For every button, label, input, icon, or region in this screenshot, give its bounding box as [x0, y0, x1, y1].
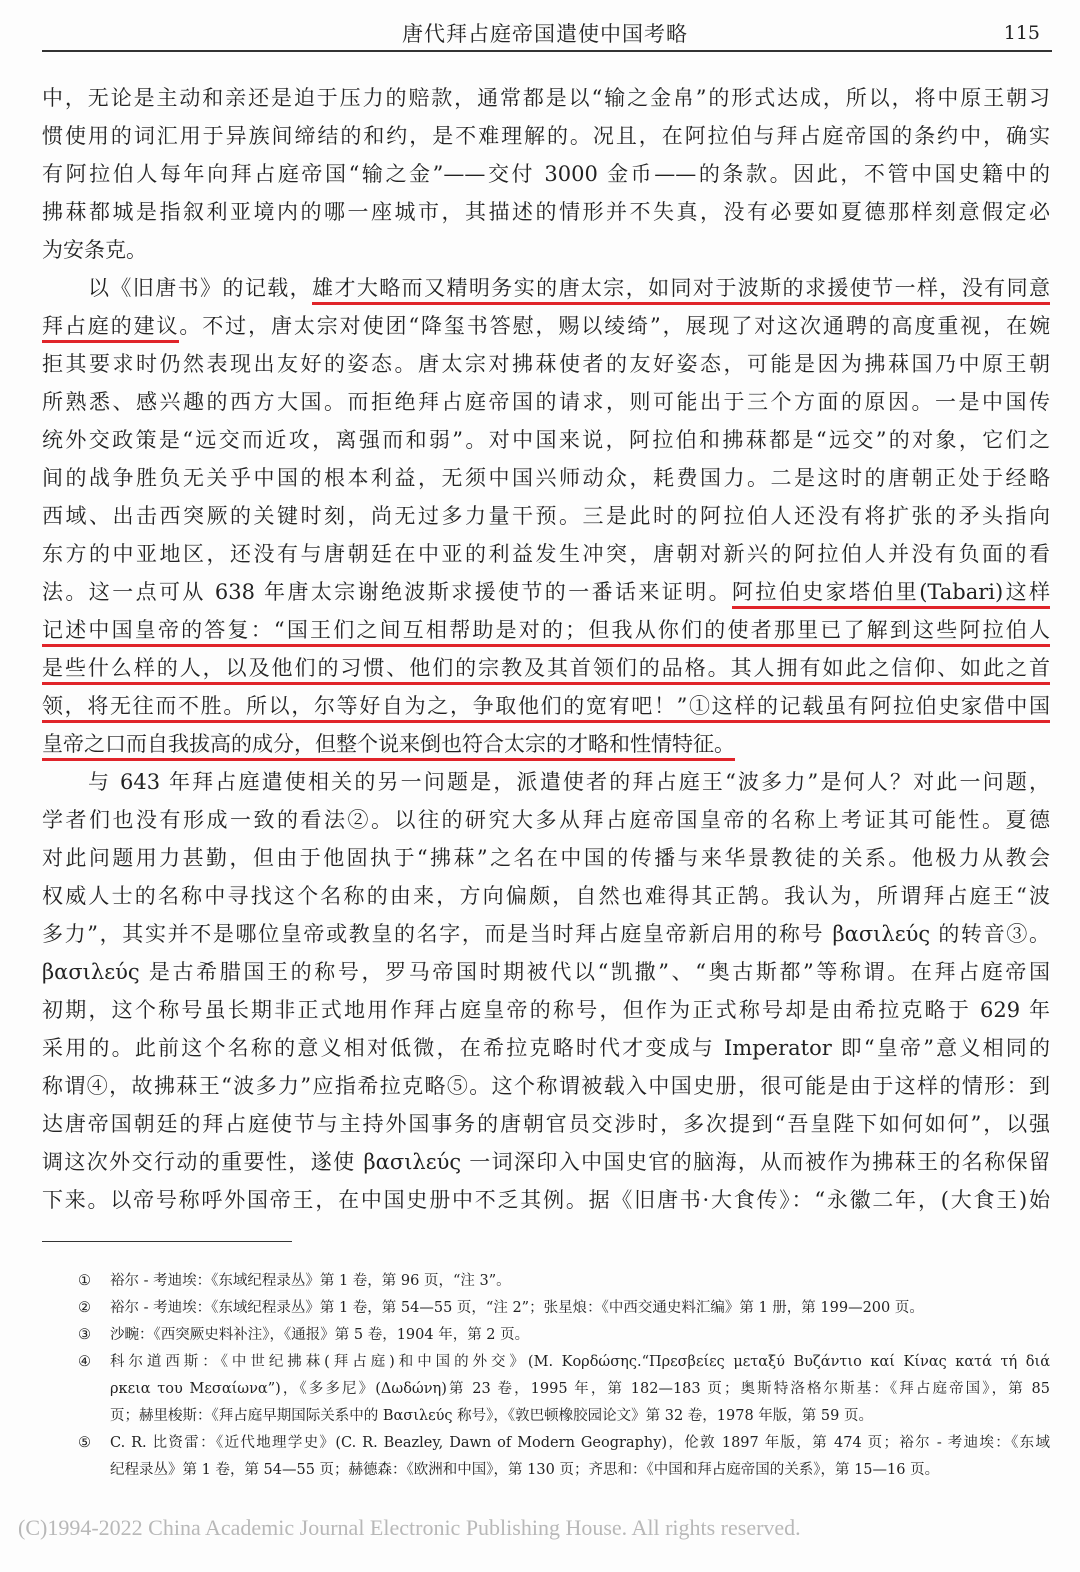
text-segment: 所熟悉、感兴趣的西方大国。而拒绝拜占庭帝国的请求，则可能出于三个方面的原因。一是中国传 [42, 390, 1050, 414]
text-segment: 统外交政策是“远交而近攻，离强而和弱”。对中国来说，阿拉伯和拂菻都是“远交”的对象，它们之 [42, 428, 1050, 452]
text-line [42, 688, 1050, 726]
text-line [42, 194, 1050, 232]
underlined-text: 记述中国皇帝的答复：“国王们之间互相帮助是对的；但我从你们的使者那里已了解到这些阿拉伯人 [42, 618, 1050, 647]
text-line [42, 992, 1050, 1030]
underlined-text: 雄才大略而又精明务实的唐太宗，如同对于波斯的求援使节一样，没有同意 [312, 276, 1050, 305]
text-segment: 拒其要求时仍然表现出友好的姿态。唐太宗对拂菻使者的友好姿态，可能是因为拂菻国乃中原王朝 [42, 352, 1050, 376]
text-line [42, 156, 1050, 194]
text-segment: 多力”，其实并不是哪位皇帝或教皇的名字，而是当时拜占庭皇帝新启用的称号 βασιλεύς 的转音③。 [42, 922, 1050, 946]
text-segment: 惯使用的词汇用于异族间缔结的和约，是不难理解的。况且，在阿拉伯与拜占庭帝国的条约中，确实 [42, 124, 1050, 148]
text-segment: 初期，这个称号虽长期非正式地用作拜占庭皇帝的称号，但作为正式称号却是由希拉克略于 629 年 [42, 998, 1050, 1022]
text-line [42, 1106, 1050, 1144]
underlined-text: 是些什么样的人，以及他们的习惯、他们的宗教及其首领们的品格。其人拥有如此之信仰、如此之首 [42, 656, 1050, 685]
footnote [78, 1322, 1050, 1349]
footnote-text: 科尔道西斯：《中世纪拂菻(拜占庭)和中国的外交》(M. Κορδώσης.“Πρεσβείες μεταξύ Βυζάντιο καί Κίνας κατά τή διά [110, 1354, 1050, 1370]
text-line [42, 1030, 1050, 1068]
text-segment: 对此问题用力甚勤，但由于他固执于“拂菻”之名在中国的传播与来华景教徒的关系。他极力从教会 [42, 846, 1050, 870]
footnote [78, 1349, 1050, 1430]
text-segment: 称谓④，故拂菻王“波多力”应指希拉克略⑤。这个称谓被载入中国史册，很可能是由于这样的情形：到 [42, 1074, 1050, 1098]
text-segment: 下来。以帝号称呼外国帝王，在中国史册中不乏其例。据《旧唐书·大食传》：“永徽二年，(大食王)始 [42, 1188, 1050, 1212]
text-line [42, 1182, 1050, 1220]
footnote-text: 纪程录丛》第 1 卷，第 54—55 页；赫德森：《欧洲和中国》，第 130 页；齐思和：《中国和拜占庭帝国的关系》，第 15—16 页。 [110, 1462, 940, 1478]
text-line [42, 802, 1050, 840]
text-line [42, 346, 1050, 384]
text-segment: 以《旧唐书》的记载， [88, 276, 313, 300]
underlined-text: 皇帝之口而自我拔高的成分，但整个说来倒也符合太宗的才略和性情特征。 [42, 732, 735, 761]
text-line [42, 764, 1050, 802]
text-line [42, 308, 1050, 346]
text-line [42, 80, 1050, 118]
text-segment: 权威人士的名称中寻找这个名称的由来，方向偏颇，自然也难得其正鹄。我认为，所谓拜占庭王“波 [42, 884, 1050, 908]
text-segment: 采用的。此前这个名称的意义相对低微，在希拉克略时代才变成与 Imperator 即“皇帝”意义相同的 [42, 1036, 1050, 1060]
text-segment: 中，无论是主动和亲还是迫于压力的赔款，通常都是以“输之金帛”的形式达成，所以，将中原王朝习 [42, 86, 1050, 110]
text-segment: 调这次外交行动的重要性，遂使 βασιλεύς 一词深印入中国史官的脑海，从而被作为拂菻王的名称保留 [42, 1150, 1050, 1174]
text-segment: 有阿拉伯人每年向拜占庭帝国“输之金”——交付 3000 金币——的条款。因此，不管中国史籍中的 [42, 162, 1050, 186]
text-line [42, 574, 1050, 612]
footnote-number: ① [78, 1273, 91, 1289]
footnote-number: ⑤ [78, 1435, 91, 1451]
text-segment: 与 643 年拜占庭遣使相关的另一问题是，派遣使者的拜占庭王“波多力”是何人？对此一问题， [88, 770, 1050, 794]
text-line [42, 650, 1050, 688]
text-line [42, 878, 1050, 916]
footnote-number: ④ [78, 1354, 91, 1370]
text-line [42, 612, 1050, 650]
copyright-watermark: (C)1994-2022 China Academic Journal Electronic Publishing House. All rights reserved. [18, 1515, 801, 1540]
footnote-text: ρκεια του Μεσαίωνα”)，《多多尼》(Δωδώνη)第 23 卷，1995 年，第 182—183 页；奥斯特洛格尔斯基：《拜占庭帝国》，第 85 [110, 1381, 1050, 1397]
text-segment: 为安条克。 [42, 238, 147, 262]
text-segment: 拂菻都城是指叙利亚境内的哪一座城市，其描述的情形并不失真，没有必要如夏德那样刻意假定必 [42, 200, 1050, 224]
underlined-text: 领，将无往而不胜。所以，尔等好自为之，争取他们的宽宥吧！”①这样的记载虽有阿拉伯史家借中国 [42, 694, 1050, 723]
underlined-text: 阿拉伯史家塔伯里(Tabari)这样 [732, 580, 1050, 609]
text-line [42, 916, 1050, 954]
page-number: 115 [1003, 22, 1040, 44]
body-text [42, 80, 1050, 1220]
text-line [42, 384, 1050, 422]
text-segment: 学者们也没有形成一致的看法②。以往的研究大多从拜占庭帝国皇帝的名称上考证其可能性。夏德 [42, 808, 1050, 832]
text-line [42, 840, 1050, 878]
text-line [42, 460, 1050, 498]
header-rule [42, 50, 1052, 52]
text-segment: 法。这一点可从 638 年唐太宗谢绝波斯求援使节的一番话来证明。 [42, 580, 733, 604]
text-line [42, 726, 1050, 764]
footnote-number: ② [78, 1300, 91, 1316]
text-line [42, 1144, 1050, 1182]
text-segment: 东方的中亚地区，还没有与唐朝廷在中亚的利益发生冲突，唐朝对新兴的阿拉伯人并没有负面的看 [42, 542, 1050, 566]
footnote-text: 沙畹：《西突厥史料补注》，《通报》第 5 卷，1904 年，第 2 页。 [110, 1327, 530, 1343]
text-line [42, 232, 1050, 270]
text-line [42, 954, 1050, 992]
text-line [42, 422, 1050, 460]
running-header-title: 唐代拜占庭帝国遣使中国考略 [402, 22, 688, 46]
text-segment: 达唐帝国朝廷的拜占庭使节与主持外国事务的唐朝官员交涉时，多次提到“吾皇陛下如何如何”，以强 [42, 1112, 1050, 1136]
footnote-text: 裕尔 - 考迪埃：《东域纪程录丛》第 1 卷，第 54—55 页，“注 2”；张星烺：《中西交通史料汇编》第 1 册，第 199—200 页。 [110, 1300, 924, 1316]
text-line [42, 118, 1050, 156]
footnote-text: 裕尔 - 考迪埃：《东域纪程录丛》第 1 卷，第 96 页，“注 3”。 [110, 1273, 511, 1289]
footnote [78, 1295, 1050, 1322]
footnote-text: C. R. 比资雷：《近代地理学史》(C. R. Beazley, Dawn of Modern Geography)，伦敦 1897 年版，第 474 页；裕尔 - 考迪埃：《东域 [110, 1435, 1050, 1451]
text-line [42, 498, 1050, 536]
text-line [42, 536, 1050, 574]
footnotes [78, 1268, 1050, 1484]
text-line [42, 1068, 1050, 1106]
underlined-text: 拜占庭的建议 [42, 314, 179, 343]
footnote-rule [42, 1241, 292, 1242]
footnote-text: 页；赫里梭斯：《拜占庭早期国际关系中的 Βασιλεύς 称号》，《敦巴顿橡胶园论文》第 32 卷，1978 年版，第 59 页。 [110, 1408, 873, 1424]
footnote [78, 1268, 1050, 1295]
text-segment: 西域、出击西突厥的关键时刻，尚无过多力量干预。三是此时的阿拉伯人还没有将扩张的矛头指向 [42, 504, 1050, 528]
footnote-number: ③ [78, 1327, 91, 1343]
text-segment: βασιλεύς 是古希腊国王的称号，罗马帝国时期被代以“凯撒”、“奥古斯都”等称谓。在拜占庭帝国 [42, 960, 1050, 984]
text-segment: 间的战争胜负无关乎中国的根本利益，无须中国兴师动众，耗费国力。二是这时的唐朝正处于经略 [42, 466, 1050, 490]
footnote [78, 1430, 1050, 1484]
text-line [42, 270, 1050, 308]
text-segment: 。不过，唐太宗对使团“降玺书答慰，赐以绫绮”，展现了对这次通聘的高度重视，在婉 [179, 314, 1050, 338]
